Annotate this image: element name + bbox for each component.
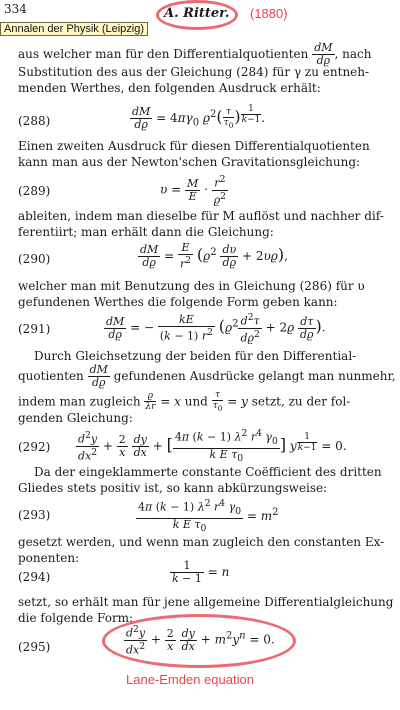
fraction-dM-drho: $\frac{dM}{dϱ}$ xyxy=(89,363,108,389)
equation-caption: Lane-Emden equation xyxy=(126,672,254,687)
equation-295: $\frac{d^2y}{dx^2}$ + $\frac{2}{x}$ $\frac{dy}{dx}$ + $m^2y^n = 0$. xyxy=(126,624,275,657)
equation-number-288: (288) xyxy=(18,114,51,128)
text-line: gefundenen Werthes die folgende Form geben kann: xyxy=(18,295,338,309)
page-number: 334 xyxy=(4,2,27,16)
equation-293: $\frac{4\pi (k - 1) \lambda^2 r^4 \gamma_0}{k E \tau_0}$ = $m^2$ xyxy=(138,498,279,535)
text-line: die folgende Form: xyxy=(18,611,134,625)
equation-number-289: (289) xyxy=(18,184,51,198)
equation-292: $\frac{d^2y}{dx^2}$ + $\frac{2}{x}$ $\frac{dy}{dx}$ + [ $\frac{4\pi (k - 1) \lambda^2 r^4 \gamma_0}{k E \tau_0}$ ] y $^{\frac{1}{k-1}}$ = 0. xyxy=(78,428,347,465)
text-line: Substitution des aus der Gleichung (284) für γ zu entneh- xyxy=(18,65,370,79)
journal-tooltip: Annalen der Physik (Leipzig) xyxy=(0,22,148,36)
equation-291: $\frac{dM}{dϱ}$ = − $\frac{kE}{(k - 1) r^2}$ ($ϱ^2$ $\frac{d^2\tau}{dϱ^2}$ + 2ϱ $\frac{d\tau}{dϱ}$ ). xyxy=(106,312,326,345)
equation-number-292: (292) xyxy=(18,440,51,454)
author-highlight-oval xyxy=(156,0,238,30)
text-line: menden Werthes, den folgenden Ausdruck erhält: xyxy=(18,81,321,95)
text-line: Da der eingeklammerte constante Coëfficient des dritten xyxy=(34,465,382,479)
fraction-dM-drho: $\frac{dM}{dϱ}$ xyxy=(314,41,333,67)
equation-number-293: (293) xyxy=(18,508,51,522)
equation-number-290: (290) xyxy=(18,252,51,266)
text-line: aus welcher man für den Differentialquotienten $\frac{dM}{dϱ}$ , nach xyxy=(18,41,372,67)
text-line: ableiten, indem man dieselbe für M auflöst und nachher dif- xyxy=(18,209,384,223)
equation-294: $\frac{1}{k - 1}$ = n xyxy=(172,559,230,585)
equation-number-294: (294) xyxy=(18,570,51,584)
text-line: ponenten: xyxy=(18,551,80,565)
author-name: A. Ritter. xyxy=(164,6,230,21)
equation-number-291: (291) xyxy=(18,322,51,336)
text-line: Durch Gleichsetzung der beiden für den Differential- xyxy=(34,349,357,363)
text-line: quotienten $\frac{dM}{dϱ}$ gefundenen Ausdrücke gelangt man nunmehr, xyxy=(18,363,396,389)
equation-288: $\frac{dM}{dϱ}$ = $4\pi\gamma_0$ $ϱ^2$( $\frac{\tau}{\tau_0}$ ) $^{\frac{1}{k-1}}$ . xyxy=(132,104,266,131)
text-line: gesetzt werden, und wenn man zugleich den constanten Ex- xyxy=(18,535,385,549)
text-line: genden Gleichung: xyxy=(18,411,133,425)
text-line: Einen zweiten Ausdruck für diesen Differentialquotienten xyxy=(18,139,370,153)
text-line: Gliedes stets positiv ist, so kann abkürzungsweise: xyxy=(18,481,328,495)
equation-289: υ = $\frac{M}{E}$ · $\frac{r^2}{ϱ^2}$ xyxy=(160,174,226,207)
text-line: setzt, so erhält man für jene allgemeine Differentialgleichung xyxy=(18,595,394,609)
text-line: kann man aus der Newton'schen Gravitationsgleichung: xyxy=(18,155,361,169)
equation-number-295: (295) xyxy=(18,640,51,654)
text-line: indem man zugleich $\frac{ϱ}{\lambda r}$ = x und $\frac{\tau}{\tau_0}$ = y setzt, zu der fol- xyxy=(18,390,351,413)
year-annotation: (1880) xyxy=(250,6,288,21)
text-line: ferentiirt; man erhält dann die Gleichung: xyxy=(18,225,274,239)
equation-290: $\frac{dM}{dϱ}$ = $\frac{E}{r^2}$ ($ϱ^2$ $\frac{d\upsilon}{dϱ}$ + 2υϱ), xyxy=(140,241,288,271)
text-line: welcher man mit Benutzung des in Gleichung (286) für υ xyxy=(18,279,365,293)
